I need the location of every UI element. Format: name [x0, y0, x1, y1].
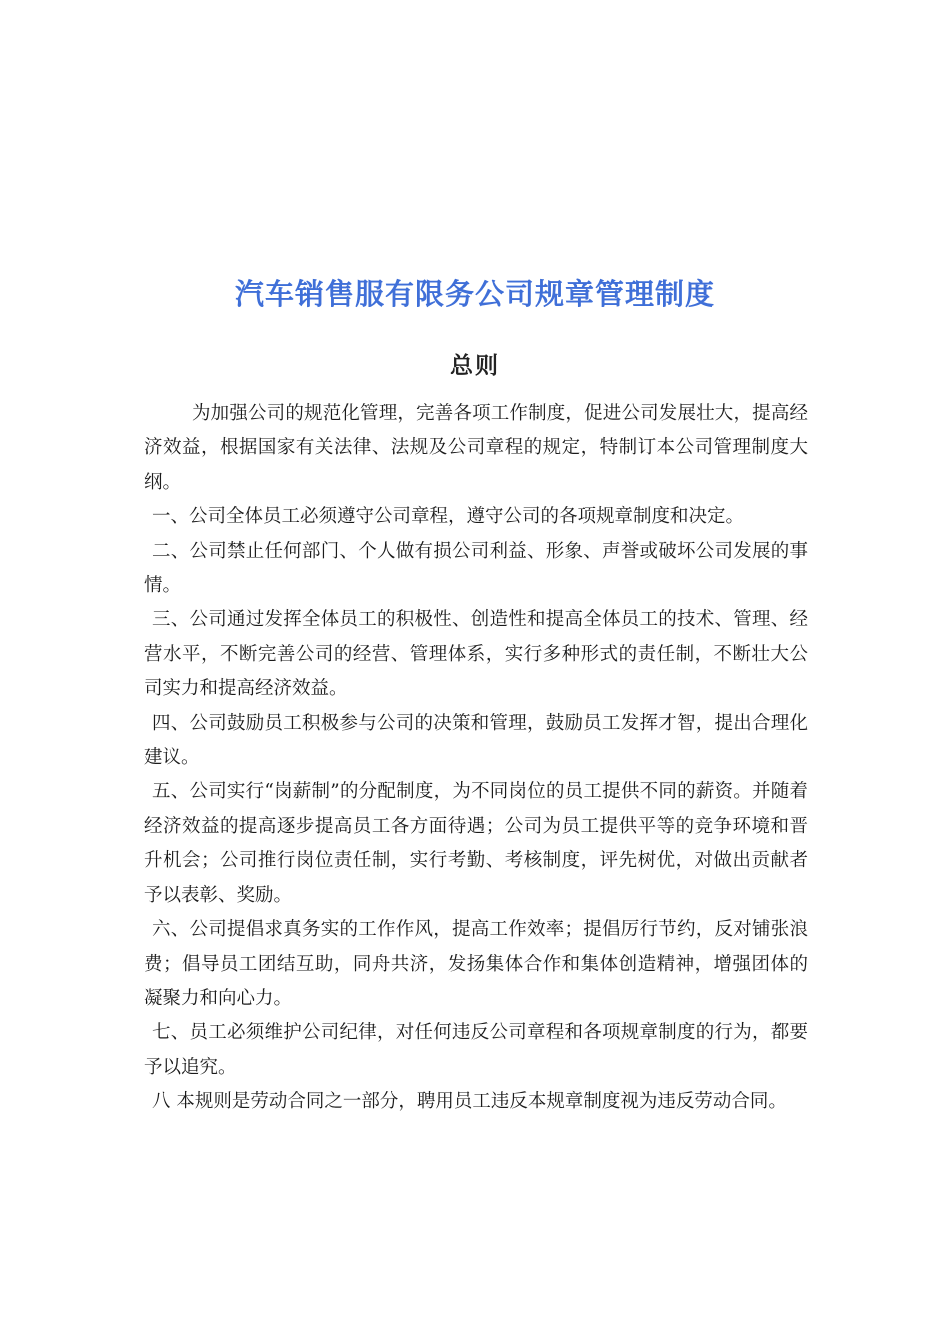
document-title: 汽车销售服有限务公司规章管理制度	[234, 277, 715, 311]
article-8: 八 本规则是劳动合同之一部分，聘用员工违反本规章制度视为违反劳动合同。	[152, 1091, 787, 1113]
intro-paragraph: 为加强公司的规范化管理，完善各项工作制度，促进公司发展壮大，提高经济效益，根据国家有关法律、法规及公司章程的规定，特制订本公司管理制度大纲。	[144, 403, 808, 493]
article-2: 二、公司禁止任何部门、个人做有损公司利益、形象、声誉或破坏公司发展的事情。	[144, 540, 808, 597]
article-6: 六、公司提倡求真务实的工作作风，提高工作效率；提倡厉行节约，反对铺张浪费；倡导员工团结互助，同舟共济，发扬集体合作和集体创造精神，增强团体的凝聚力和向心力。	[144, 919, 808, 1009]
document-body	[144, 397, 808, 1120]
article-3: 三、公司通过发挥全体员工的积极性、创造性和提高全体员工的技术、管理、经营水平，不断完善公司的经营、管理体系，实行多种形式的责任制，不断壮大公司实力和提高经济效益。	[144, 609, 808, 700]
article-4: 四、公司鼓励员工积极参与公司的决策和管理，鼓励员工发挥才智，提出合理化建议。	[144, 712, 808, 769]
article-1: 一、公司全体员工必须遵守公司章程，遵守公司的各项规章制度和决定。	[152, 506, 745, 528]
article-7: 七、员工必须维护公司纪律，对任何违反公司章程和各项规章制度的行为，都要予以追究。	[144, 1022, 808, 1078]
section-title: 总则	[450, 353, 500, 379]
article-5: 五、公司实行“岗薪制”的分配制度，为不同岗位的员工提供不同的薪资。并随着经济效益的提高逐步提高员工各方面待遇；公司为员工提供平等的竞争环境和晋升机会；公司推行岗位责任制，实行考勤、考核制度，评先树优，对做出贡献者予以表彰、奖励。	[144, 781, 808, 906]
